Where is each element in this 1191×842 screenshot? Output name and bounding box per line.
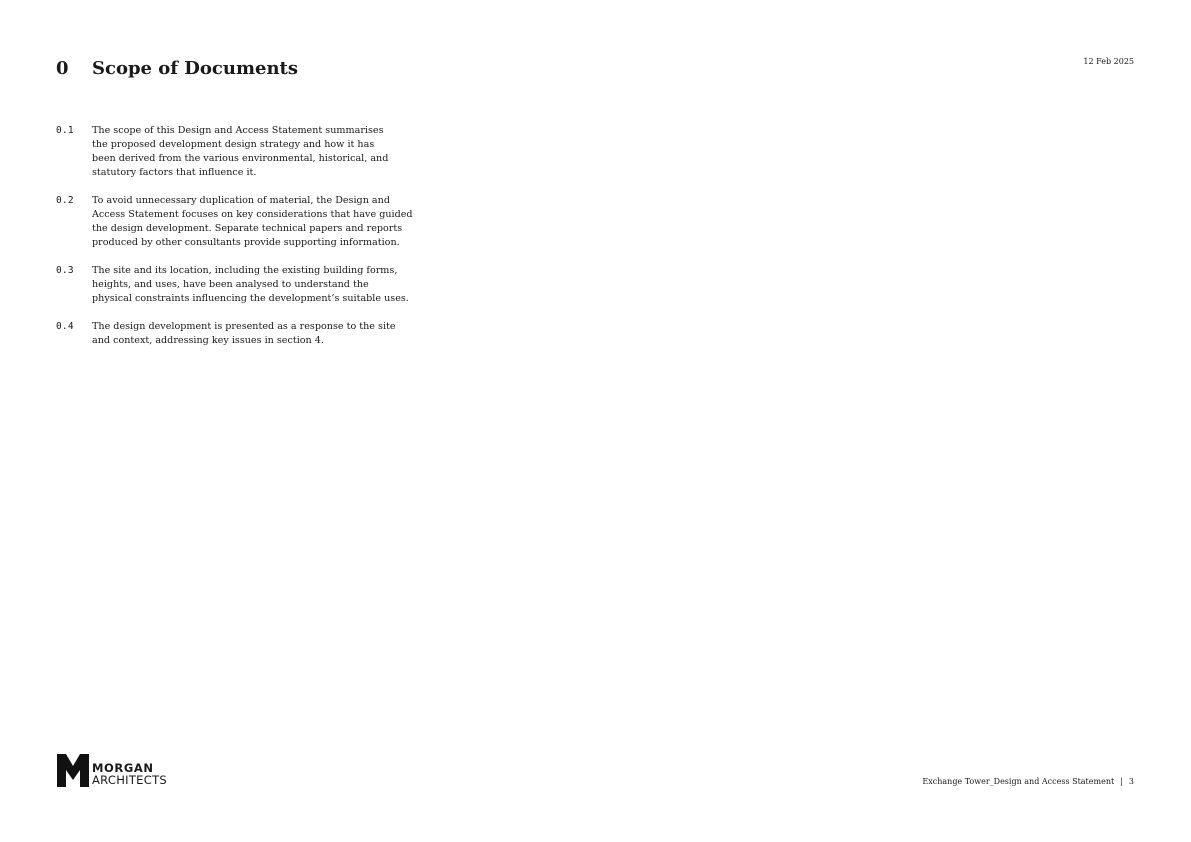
paragraph bbox=[56, 194, 416, 250]
paragraph-number: 0.1 bbox=[56, 125, 74, 136]
logo-m-icon bbox=[57, 754, 89, 787]
paragraph-text: To avoid unnecessary duplication of material, the Design and Access Statement focuses on key considerations that have guided the design development. Separate technical papers and reports produced by other consultants provide supporting information. bbox=[92, 195, 413, 248]
page-footer bbox=[922, 777, 1134, 787]
section-number: 0 bbox=[56, 58, 69, 79]
footer-document-name: Exchange Tower_Design and Access Statement bbox=[922, 777, 1115, 786]
page-number: 3 bbox=[1128, 777, 1134, 786]
paragraph bbox=[56, 320, 416, 348]
paragraph-text: The site and its location, including the existing building forms, heights, and uses, have been analysed to understand the physical constraints influencing the development’s suitable uses. bbox=[92, 265, 409, 304]
paragraph-number: 0.3 bbox=[56, 265, 74, 276]
paragraph-number: 0.4 bbox=[56, 321, 74, 332]
company-logo bbox=[57, 754, 177, 788]
logo-word-morgan: MORGAN bbox=[92, 761, 154, 775]
paragraph bbox=[56, 124, 416, 180]
logo-word-architects: ARCHITECTS bbox=[92, 773, 167, 787]
paragraph-number: 0.2 bbox=[56, 195, 74, 206]
document-date: 12 Feb 2025 bbox=[1083, 57, 1134, 66]
paragraph bbox=[56, 264, 416, 306]
paragraph-text: The design development is presented as a response to the site and context, addressing key issues in section 4. bbox=[92, 321, 396, 346]
section-title: Scope of Documents bbox=[92, 58, 298, 79]
paragraph-text: The scope of this Design and Access Statement summarises the proposed development design strategy and how it has been derived from the various environmental, historical, and statutory factors that influence it. bbox=[92, 125, 389, 178]
footer-separator: | bbox=[1120, 777, 1123, 786]
paragraph-list bbox=[56, 124, 416, 362]
